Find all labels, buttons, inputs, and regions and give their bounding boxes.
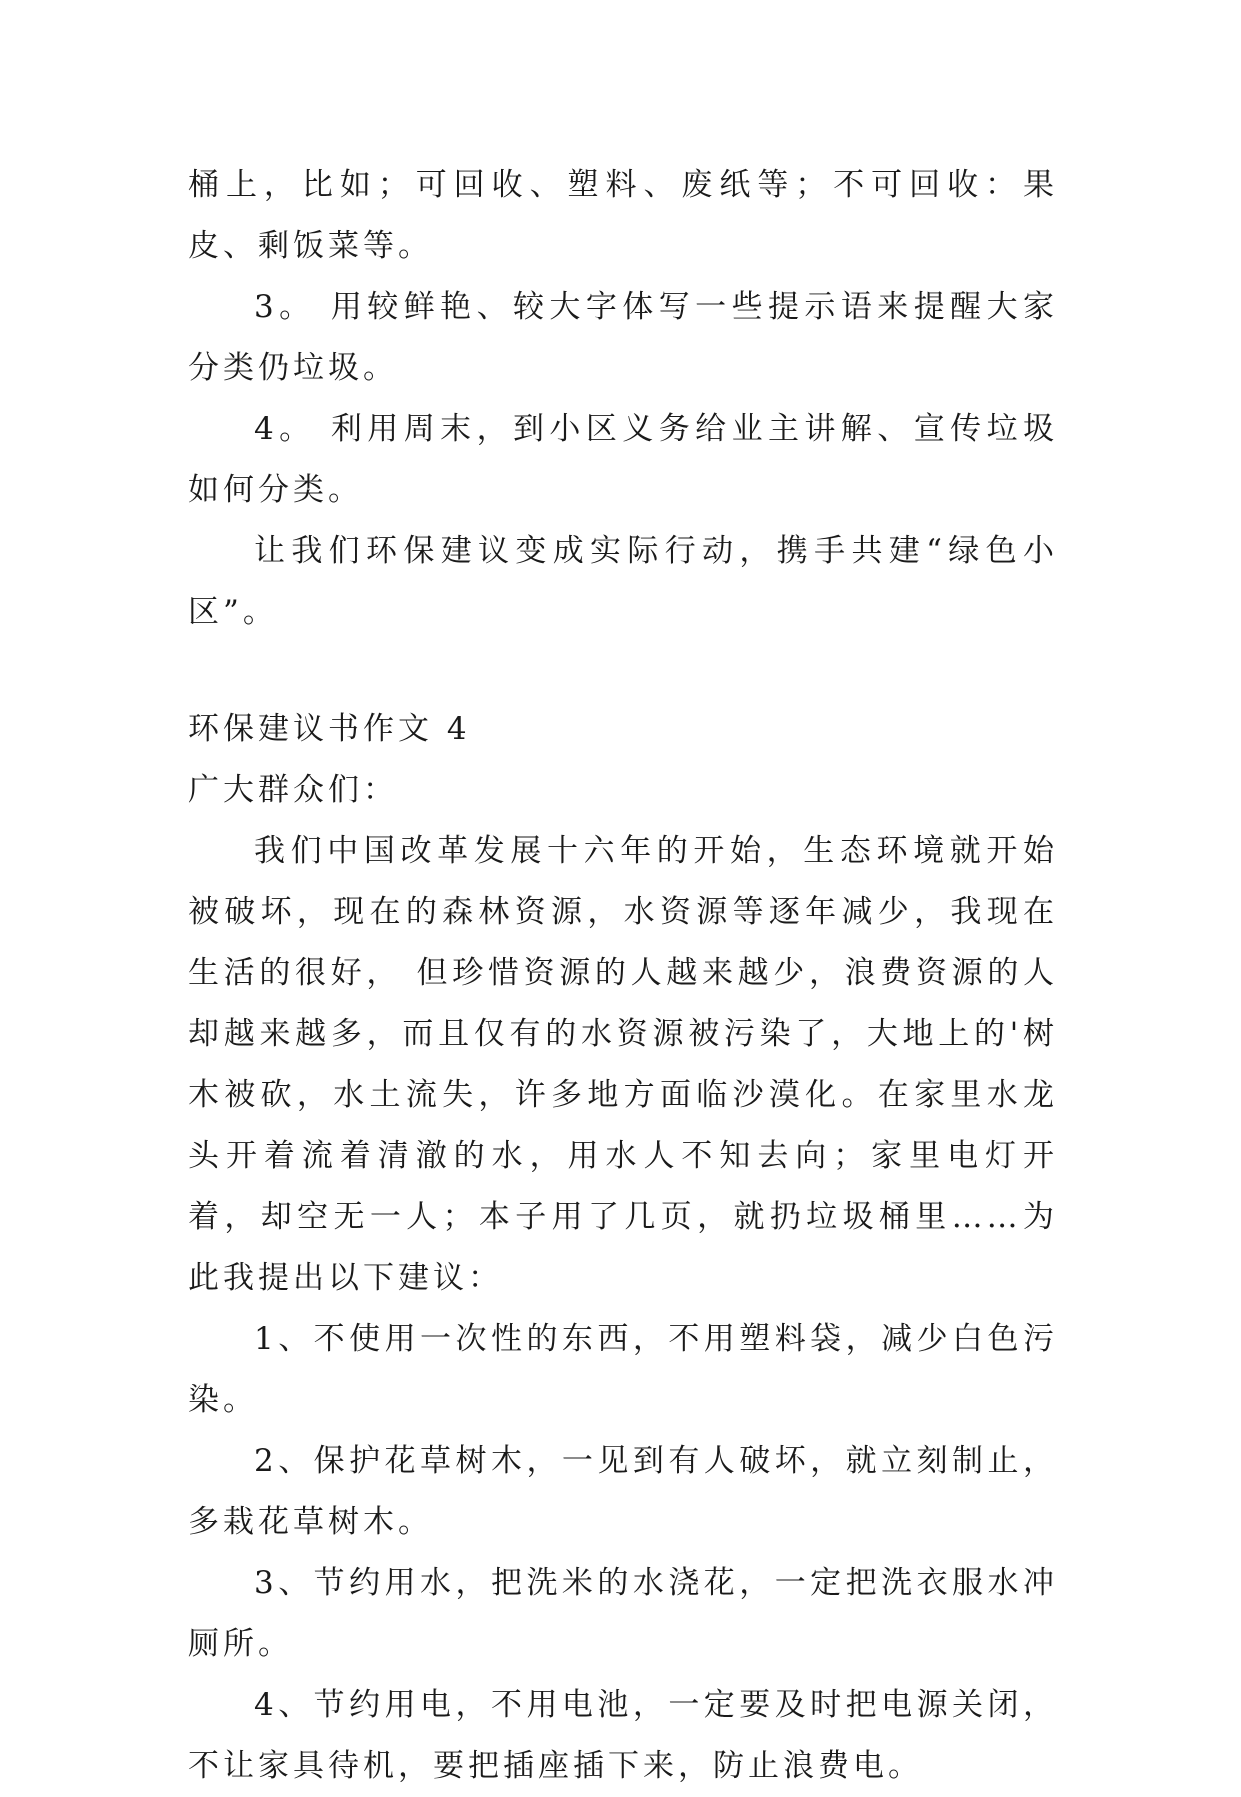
- paragraph-closing: 让我们环保建议变成实际行动，携手共建“绿色小区”。: [188, 533, 1058, 630]
- paragraph-suggestion-4: 4。 利用周末，到小区义务给业主讲解、宣传垃圾如何分类。: [188, 411, 1058, 508]
- paragraph-item-4: 4、节约用电，不用电池，一定要及时把电源关闭，不让家具待机，要把插座插下来，防止浪费电。: [188, 1687, 1058, 1784]
- paragraph-item-2: 2、保护花草树木，一见到有人破坏，就立刻制止，多栽花草树木。: [188, 1443, 1058, 1540]
- paragraph-item-1: 1、不使用一次性的东西，不用塑料袋，减少白色污染。: [188, 1321, 1058, 1418]
- document-body: [188, 155, 1058, 1797]
- salutation: 广大群众们：: [188, 772, 398, 808]
- section-title: 环保建议书作文 4: [188, 711, 471, 747]
- paragraph-intro: 我们中国改革发展十六年的开始，生态环境就开始被破坏，现在的森林资源，水资源等逐年减少，我现在生活的很好， 但珍惜资源的人越来越少，浪费资源的人却越来越多，而且仅有的水资源被污染了，大地上的'树木被砍，水土流失，许多地方面临沙漠化。在家里水龙头开着流着清澈的水，用水人不知去向；家里电灯开着，却空无一人；本子用了几页，就扔垃圾桶里……为此我提出以下建议：: [188, 833, 1058, 1296]
- paragraph-continued-sorting: 桶上，比如；可回收、塑料、废纸等；不可回收：果皮、剩饭菜等。: [188, 167, 1058, 264]
- paragraph-item-3: 3、节约用水，把洗米的水浇花，一定把洗衣服水冲厕所。: [188, 1565, 1058, 1662]
- paragraph-suggestion-3: 3。 用较鲜艳、较大字体写一些提示语来提醒大家分类仍垃圾。: [188, 289, 1058, 386]
